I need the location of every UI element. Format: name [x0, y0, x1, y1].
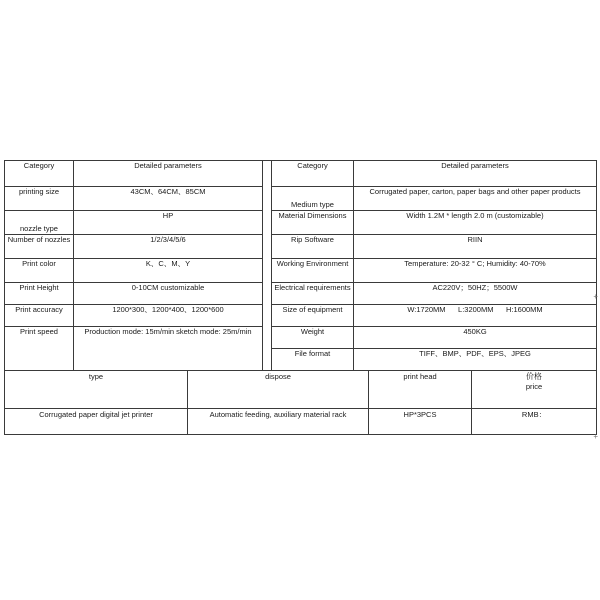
row-label: Working Environment	[272, 259, 354, 283]
row-label: File format	[272, 349, 354, 371]
row-label: nozzle type	[5, 211, 74, 235]
price-value: RMB：	[472, 409, 597, 435]
category-header: Category	[272, 161, 354, 187]
table-row	[272, 187, 597, 211]
table-row	[272, 235, 597, 259]
type-value: Corrugated paper digital jet printer	[5, 409, 188, 435]
print-head-value: HP*3PCS	[369, 409, 472, 435]
row-value: 0-10CM customizable	[74, 283, 263, 305]
row-value: Corrugated paper, carton, paper bags and other paper products	[354, 187, 597, 211]
dispose-value: Automatic feeding, auxiliary material rack	[188, 409, 369, 435]
table-row	[272, 327, 597, 349]
row-value: W:1720MM L:3200MM H:1600MM	[354, 305, 597, 327]
table-row	[5, 187, 263, 211]
table-header-row	[272, 161, 597, 187]
table-row	[5, 305, 263, 327]
table-row	[272, 259, 597, 283]
row-label: Weight	[272, 327, 354, 349]
row-label: Electrical requirements	[272, 283, 354, 305]
table-row	[5, 211, 263, 235]
row-label: Size of equipment	[272, 305, 354, 327]
row-label: Print speed	[5, 327, 74, 371]
category-header: Category	[5, 161, 74, 187]
row-label: printing size	[5, 187, 74, 211]
margin-mark: +	[593, 292, 598, 301]
table-header-row	[5, 161, 263, 187]
row-label: Number of nozzles	[5, 235, 74, 259]
table-row	[5, 327, 263, 371]
row-value: 1200*300、1200*400、1200*600	[74, 305, 263, 327]
summary-table	[4, 370, 597, 435]
row-label: Medium type	[272, 187, 354, 211]
table-row	[272, 211, 597, 235]
row-value: TIFF、BMP、PDF、EPS、JPEG	[354, 349, 597, 371]
parameters-header: Detailed parameters	[354, 161, 597, 187]
table-row	[5, 259, 263, 283]
row-value: HP	[74, 211, 263, 235]
row-value: 450KG	[354, 327, 597, 349]
price-header	[472, 371, 597, 409]
type-header: type	[5, 371, 188, 409]
left-spec-table	[4, 160, 263, 371]
price-header-cn: 价格	[526, 372, 542, 381]
row-label: Print Height	[5, 283, 74, 305]
row-label: Material Dimensions	[272, 211, 354, 235]
table-row	[272, 283, 597, 305]
table-row	[5, 235, 263, 259]
print-head-header: print head	[369, 371, 472, 409]
row-label: Print color	[5, 259, 74, 283]
row-value: 1/2/3/4/5/6	[74, 235, 263, 259]
summary-header-row	[5, 371, 597, 409]
table-row	[272, 349, 597, 371]
row-value: K、C、M、Y	[74, 259, 263, 283]
row-value: 43CM、64CM、85CM	[74, 187, 263, 211]
row-value: Width 1.2M * length 2.0 m (customizable)	[354, 211, 597, 235]
row-value: Production mode: 15m/min sketch mode: 25m/min	[74, 327, 263, 371]
row-label: Print accuracy	[5, 305, 74, 327]
summary-value-row	[5, 409, 597, 435]
row-value: AC220V；50HZ；5500W	[354, 283, 597, 305]
table-row	[272, 305, 597, 327]
table-gap	[262, 160, 271, 371]
parameters-header: Detailed parameters	[74, 161, 263, 187]
row-value: Temperature: 20-32 ° C; Humidity: 40-70%	[354, 259, 597, 283]
margin-mark: +	[593, 432, 598, 441]
row-value: RIIN	[354, 235, 597, 259]
table-row	[5, 283, 263, 305]
right-spec-table	[271, 160, 597, 371]
row-label: Rip Software	[272, 235, 354, 259]
price-header-en: price	[525, 382, 543, 391]
dispose-header: dispose	[188, 371, 369, 409]
